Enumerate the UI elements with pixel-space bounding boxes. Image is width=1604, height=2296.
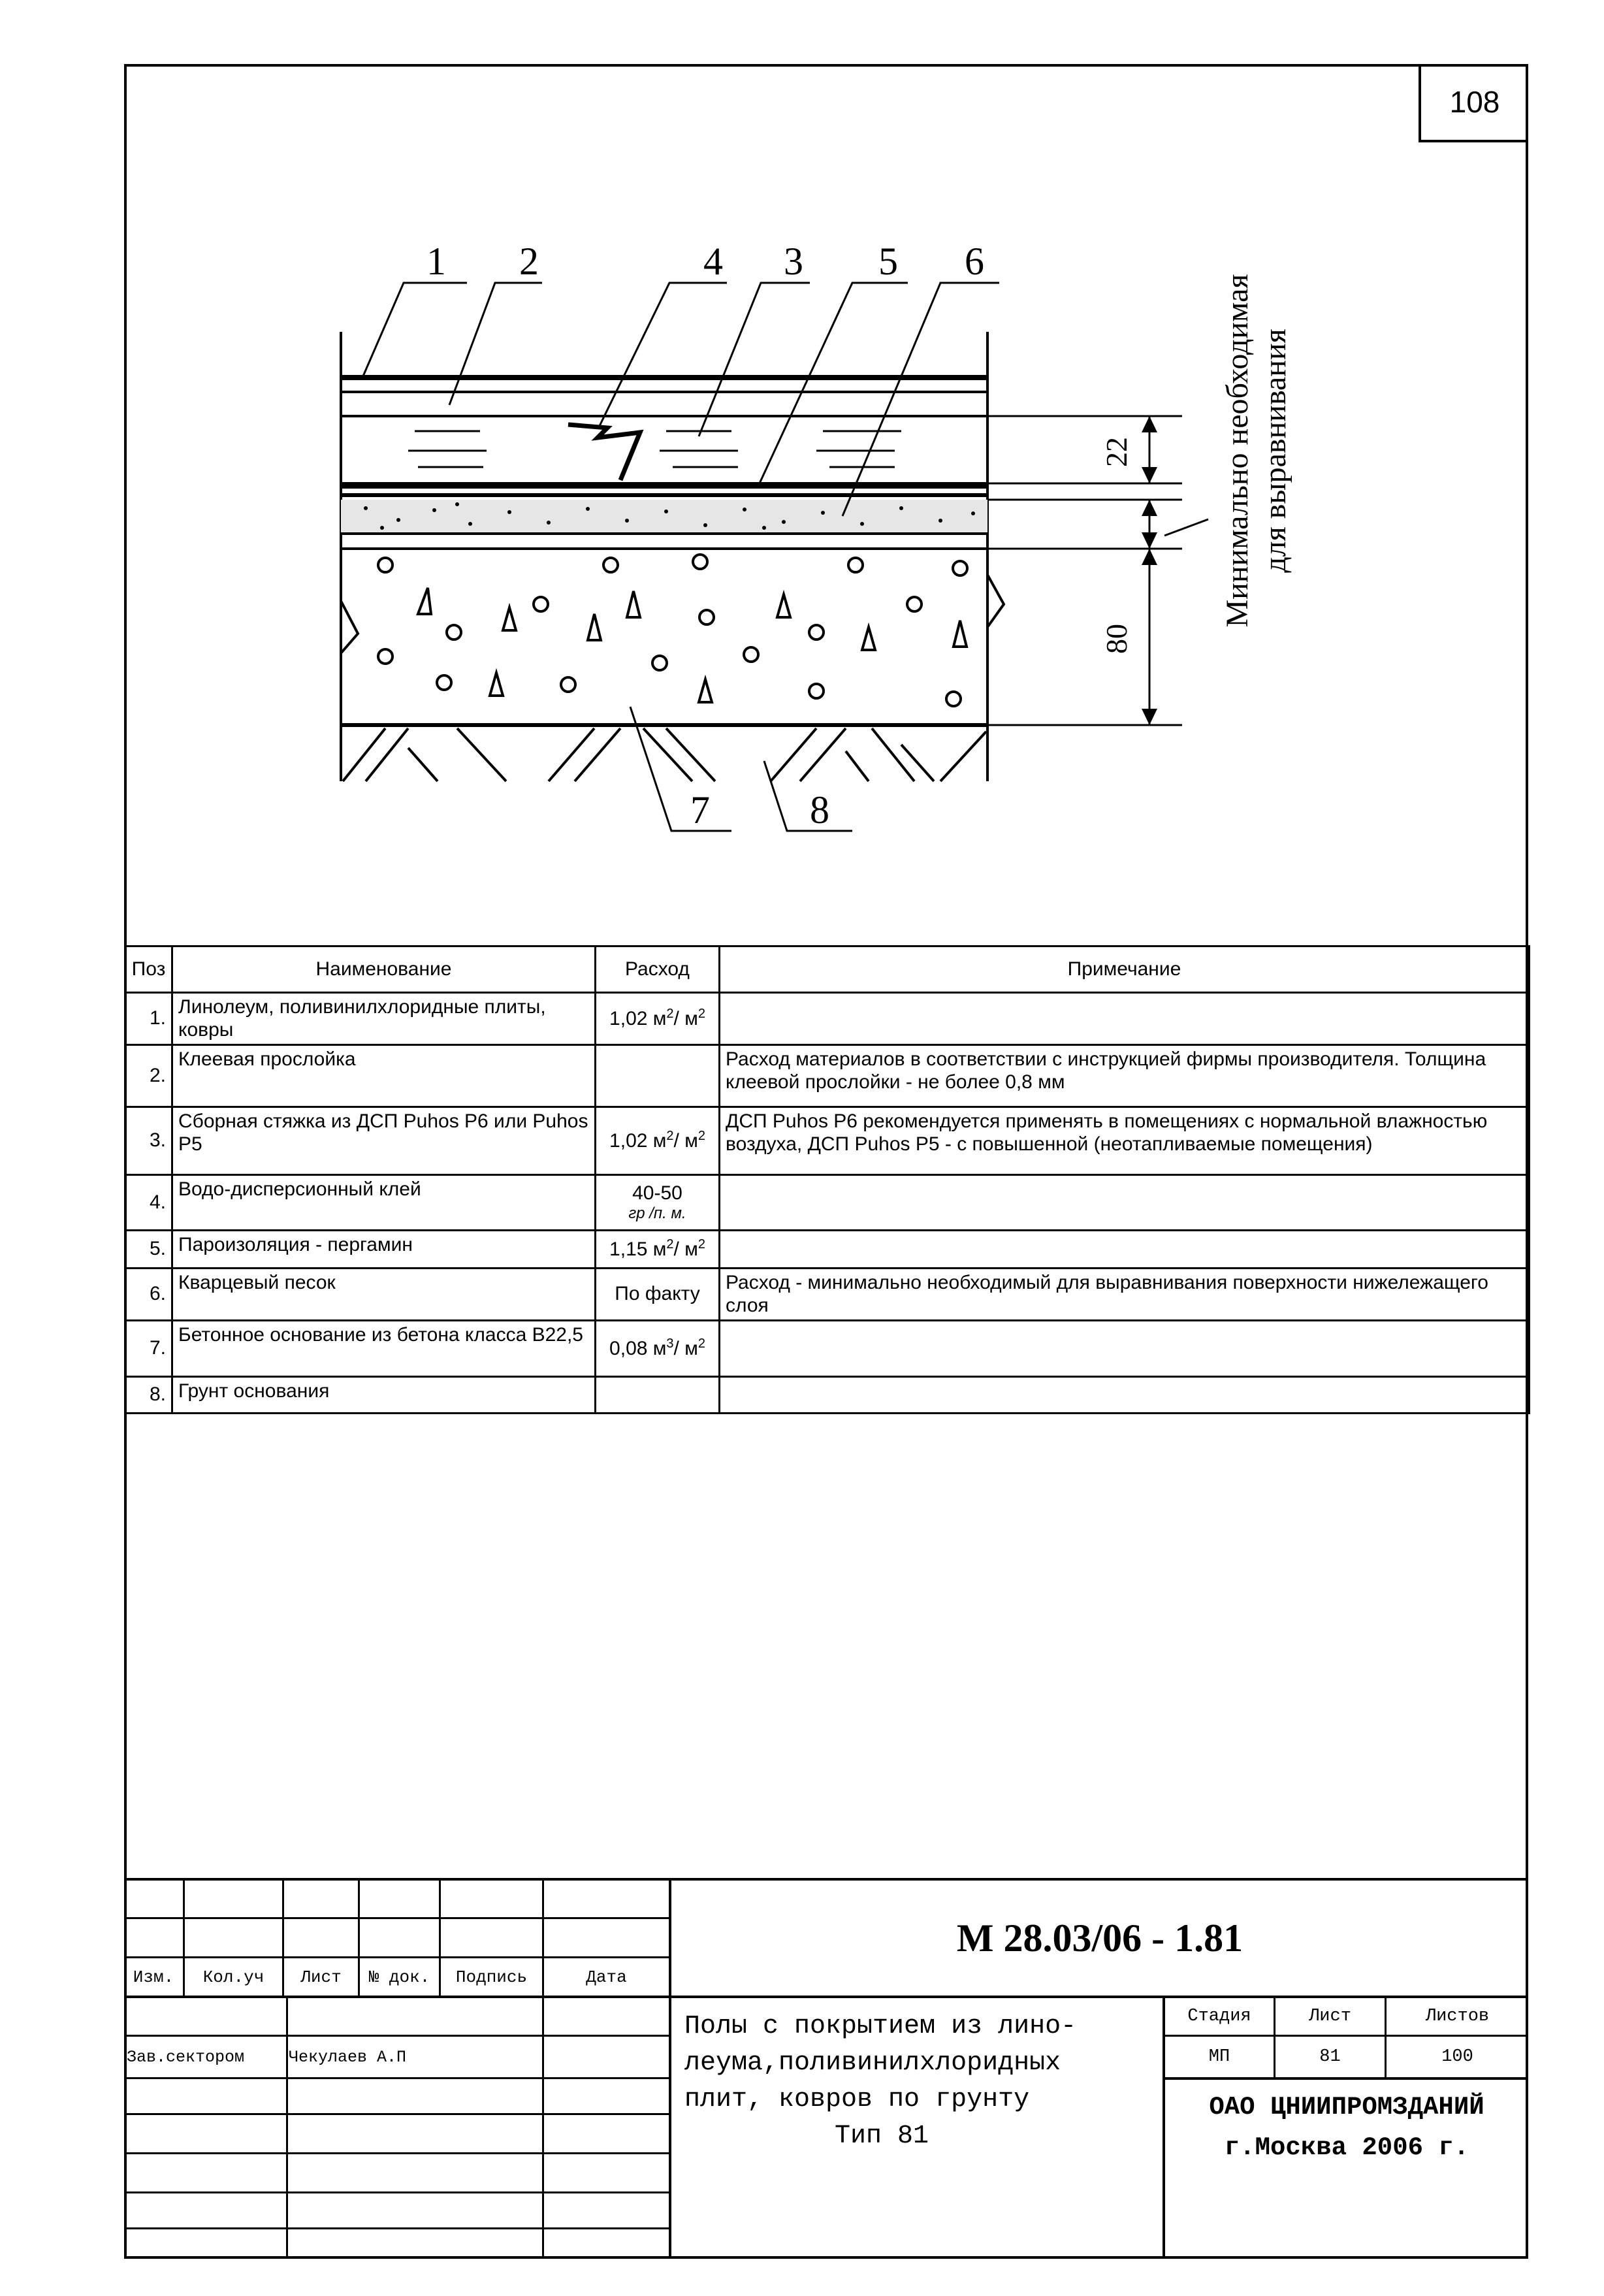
callout-8: 8	[810, 788, 829, 832]
dimension-22: 22	[1100, 437, 1133, 467]
sheets-value: 100	[1441, 2047, 1473, 2067]
organization: ОАО ЦНИИПРОМЗДАНИЙ г.Москва 2006 г.	[1209, 2093, 1484, 2162]
stage-label: Стадия	[1187, 2007, 1251, 2026]
col-header-izm: Изм.	[133, 1967, 174, 1987]
concrete-aggregate	[378, 555, 967, 706]
document-code: М 28.03/06 - 1.81	[956, 1916, 1243, 1960]
side-note-line-2: для выравнивания	[1258, 329, 1292, 573]
screed-joint	[568, 425, 640, 480]
col-header-list: Лист	[300, 1967, 342, 1987]
col-header-doc: № док.	[368, 1967, 430, 1987]
table-row: 4. Водо-дисперсионный клей 40-50 гр /п. м.	[125, 1175, 1530, 1231]
role-label: Зав.сектором	[127, 2047, 245, 2067]
linoleum-layer	[341, 375, 987, 380]
callout-4: 4	[703, 240, 723, 283]
header-pos: Поз	[125, 946, 172, 993]
side-note-line-1: Минимально необходимая	[1220, 274, 1255, 628]
callout-7: 7	[690, 788, 710, 832]
col-header-signature: Подпись	[455, 1967, 528, 1987]
table-row: 6. Кварцевый песок По факту Расход - минимально необходимый для выравнивания поверхности нижележащего слоя	[125, 1269, 1530, 1321]
callout-6: 6	[965, 240, 984, 283]
table-row: 2. Клеевая прослойка Расход материалов в соответствии с инструкцией фирмы производителя. Толщина клеевой прослойки - не более 0,8 мм	[125, 1045, 1530, 1107]
table-row: 1. Линолеум, поливинилхлоридные плиты, ковры 1,02 $м^2/$ $м^2$	[125, 993, 1530, 1045]
callout-3: 3	[784, 240, 803, 283]
title-block	[124, 1878, 1528, 2259]
ground-hatch	[343, 728, 986, 781]
callout-5: 5	[878, 240, 898, 283]
sheet-value: 81	[1319, 2047, 1341, 2067]
col-header-kol: Кол.уч	[202, 1967, 265, 1987]
sheet-number: 108	[1419, 64, 1528, 142]
stage-value: МП	[1208, 2047, 1230, 2067]
floor-section-drawing	[0, 0, 1604, 914]
callout-1: 1	[426, 240, 446, 283]
table-row: 5. Пароизоляция - пергамин 1,15 $м^2/$ $м^2$	[125, 1231, 1530, 1269]
sand-layer	[341, 500, 987, 534]
callout-2: 2	[519, 240, 539, 283]
table-row: 7. Бетонное основание из бетона класса В22,5 0,08 $м^3/$ $м^2$	[125, 1321, 1530, 1377]
header-note: Примечание	[720, 946, 1530, 993]
specification-table	[124, 945, 1530, 1414]
drawing-title: Полы с покрытием из лино- леума,поливинилхлоридных плит, ковров по грунту Тип 81	[684, 2012, 1077, 2151]
sheet-label: Лист	[1309, 2007, 1351, 2026]
sheets-label: Листов	[1425, 2007, 1490, 2026]
header-name: Наименование	[172, 946, 596, 993]
dimension-80: 80	[1100, 624, 1133, 654]
table-row: 8. Грунт основания	[125, 1377, 1530, 1414]
person-name: Чекулаев А.П	[289, 2047, 407, 2067]
table-row: 3. Сборная стяжка из ДСП Puhos P6 или Puhos P5 1,02 $м^2/$ $м^2$ ДСП Puhos P6 рекомендуется применять в помещениях с нормальной влажностью воздуха, ДСП Puhos P5 - с повышенной (неотапливаемые помещения)	[125, 1107, 1530, 1175]
col-header-date: Дата	[586, 1967, 627, 1987]
header-consumption: Расход	[596, 946, 720, 993]
